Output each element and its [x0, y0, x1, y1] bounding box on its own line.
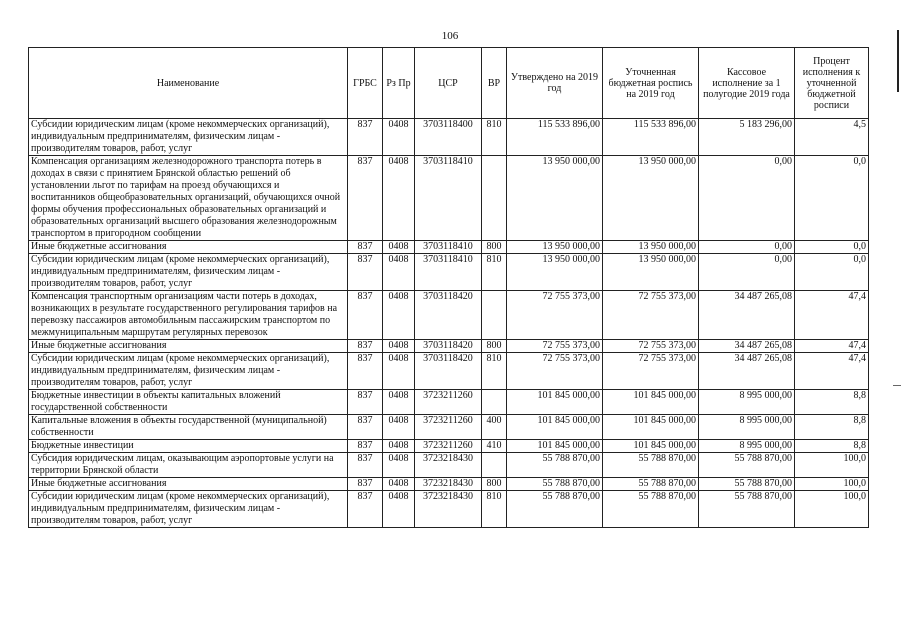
cell-csr: 3703118400: [415, 119, 482, 156]
cell-rzpr: 0408: [383, 478, 415, 491]
cell-name: Иные бюджетные ассигнования: [29, 478, 348, 491]
cell-csr: 3703118420: [415, 353, 482, 390]
cell-cash: 55 788 870,00: [699, 478, 795, 491]
cell-refined: 72 755 373,00: [603, 353, 699, 390]
cell-rzpr: 0408: [383, 415, 415, 440]
cell-rzpr: 0408: [383, 254, 415, 291]
header-cash: Кассовое исполнение за 1 полугодие 2019 года: [699, 48, 795, 119]
cell-vr: 810: [482, 491, 507, 528]
cell-cash: 55 788 870,00: [699, 453, 795, 478]
cell-cash: 55 788 870,00: [699, 491, 795, 528]
cell-cash: 0,00: [699, 156, 795, 241]
cell-refined: 55 788 870,00: [603, 478, 699, 491]
cell-vr: 800: [482, 340, 507, 353]
page-edge-mark: [897, 30, 899, 92]
cell-percent: 100,0: [795, 491, 869, 528]
cell-name: Субсидии юридическим лицам (кроме некоммерческих организаций), индивидуальным предпринимателям, физическим лицам - производителям товаров, работ, услуг: [29, 119, 348, 156]
cell-name: Субсидии юридическим лицам (кроме некоммерческих организаций), индивидуальным предпринимателям, физическим лицам - производителям товаров, работ, услуг: [29, 254, 348, 291]
cell-percent: 8,8: [795, 415, 869, 440]
table-row: [29, 254, 869, 291]
cell-vr: 810: [482, 119, 507, 156]
cell-name: Бюджетные инвестиции: [29, 440, 348, 453]
table-row: [29, 353, 869, 390]
cell-refined: 101 845 000,00: [603, 415, 699, 440]
cell-approved: 13 950 000,00: [507, 241, 603, 254]
cell-approved: 101 845 000,00: [507, 440, 603, 453]
cell-name: Иные бюджетные ассигнования: [29, 241, 348, 254]
cell-refined: 115 533 896,00: [603, 119, 699, 156]
cell-refined: 55 788 870,00: [603, 491, 699, 528]
cell-grbs: 837: [348, 491, 383, 528]
header-refined: Уточненная бюджетная роспись на 2019 год: [603, 48, 699, 119]
cell-approved: 72 755 373,00: [507, 340, 603, 353]
cell-name: Субсидии юридическим лицам (кроме некоммерческих организаций), индивидуальным предпринимателям, физическим лицам - производителям товаров, работ, услуг: [29, 353, 348, 390]
cell-name: Компенсация транспортным организациям части потерь в доходах, возникающих в результате государственного регулирования тарифов на перевозку пассажиров автомобильным пассажирским транспортом по межмуниципальным маршрутам регулярных перевозок: [29, 291, 348, 340]
cell-grbs: 837: [348, 390, 383, 415]
cell-name: Субсидии юридическим лицам (кроме некоммерческих организаций), индивидуальным предпринимателям, физическим лицам - производителям товаров, работ, услуг: [29, 491, 348, 528]
page-edge-tick: [893, 385, 901, 386]
cell-percent: 8,8: [795, 390, 869, 415]
cell-cash: 5 183 296,00: [699, 119, 795, 156]
cell-csr: 3723218430: [415, 478, 482, 491]
table-row: [29, 491, 869, 528]
header-name: Наименование: [29, 48, 348, 119]
cell-vr: [482, 453, 507, 478]
cell-percent: 4,5: [795, 119, 869, 156]
cell-csr: 3723211260: [415, 415, 482, 440]
cell-csr: 3723218430: [415, 491, 482, 528]
cell-cash: 34 487 265,08: [699, 340, 795, 353]
cell-approved: 101 845 000,00: [507, 390, 603, 415]
cell-percent: 0,0: [795, 254, 869, 291]
cell-refined: 72 755 373,00: [603, 291, 699, 340]
cell-percent: 100,0: [795, 478, 869, 491]
header-grbs: ГРБС: [348, 48, 383, 119]
cell-name: Бюджетные инвестиции в объекты капитальных вложений государственной собственности: [29, 390, 348, 415]
cell-grbs: 837: [348, 478, 383, 491]
cell-csr: 3703118410: [415, 156, 482, 241]
cell-percent: 0,0: [795, 156, 869, 241]
cell-grbs: 837: [348, 156, 383, 241]
cell-approved: 55 788 870,00: [507, 491, 603, 528]
table-body: [29, 119, 869, 528]
table-row: [29, 390, 869, 415]
table-row: [29, 440, 869, 453]
cell-name: Субсидия юридическим лицам, оказывающим аэропортовые услуги на территории Брянской области: [29, 453, 348, 478]
cell-percent: 47,4: [795, 340, 869, 353]
cell-refined: 101 845 000,00: [603, 390, 699, 415]
header-percent: Процент исполнения к уточненной бюджетной росписи: [795, 48, 869, 119]
cell-refined: 13 950 000,00: [603, 254, 699, 291]
cell-cash: 34 487 265,08: [699, 353, 795, 390]
cell-csr: 3703118420: [415, 291, 482, 340]
cell-percent: 47,4: [795, 353, 869, 390]
cell-name: Капитальные вложения в объекты государственной (муниципальной) собственности: [29, 415, 348, 440]
cell-vr: 410: [482, 440, 507, 453]
cell-grbs: 837: [348, 254, 383, 291]
cell-csr: 3723218430: [415, 453, 482, 478]
cell-cash: 8 995 000,00: [699, 440, 795, 453]
cell-rzpr: 0408: [383, 390, 415, 415]
cell-rzpr: 0408: [383, 241, 415, 254]
table-row: [29, 291, 869, 340]
cell-vr: 800: [482, 241, 507, 254]
header-rzpr: Рз Пр: [383, 48, 415, 119]
cell-grbs: 837: [348, 291, 383, 340]
cell-rzpr: 0408: [383, 353, 415, 390]
cell-csr: 3723211260: [415, 390, 482, 415]
table-row: [29, 415, 869, 440]
cell-cash: 34 487 265,08: [699, 291, 795, 340]
cell-percent: 47,4: [795, 291, 869, 340]
cell-approved: 72 755 373,00: [507, 353, 603, 390]
cell-approved: 101 845 000,00: [507, 415, 603, 440]
cell-grbs: 837: [348, 415, 383, 440]
header-approved: Утверждено на 2019 год: [507, 48, 603, 119]
cell-approved: 55 788 870,00: [507, 453, 603, 478]
cell-vr: [482, 156, 507, 241]
table-row: [29, 156, 869, 241]
cell-grbs: 837: [348, 353, 383, 390]
table-row: [29, 453, 869, 478]
cell-percent: 0,0: [795, 241, 869, 254]
cell-csr: 3703118410: [415, 254, 482, 291]
table-row: [29, 241, 869, 254]
cell-approved: 13 950 000,00: [507, 254, 603, 291]
cell-rzpr: 0408: [383, 453, 415, 478]
cell-grbs: 837: [348, 440, 383, 453]
cell-rzpr: 0408: [383, 119, 415, 156]
cell-approved: 55 788 870,00: [507, 478, 603, 491]
cell-cash: 0,00: [699, 241, 795, 254]
cell-cash: 8 995 000,00: [699, 390, 795, 415]
cell-csr: 3703118410: [415, 241, 482, 254]
header-csr: ЦСР: [415, 48, 482, 119]
cell-csr: 3703118420: [415, 340, 482, 353]
cell-rzpr: 0408: [383, 491, 415, 528]
cell-refined: 13 950 000,00: [603, 156, 699, 241]
cell-percent: 8,8: [795, 440, 869, 453]
cell-approved: 72 755 373,00: [507, 291, 603, 340]
cell-vr: 810: [482, 353, 507, 390]
cell-grbs: 837: [348, 119, 383, 156]
table-row: [29, 340, 869, 353]
cell-vr: [482, 291, 507, 340]
cell-approved: 115 533 896,00: [507, 119, 603, 156]
table-row: [29, 478, 869, 491]
cell-name: Иные бюджетные ассигнования: [29, 340, 348, 353]
cell-percent: 100,0: [795, 453, 869, 478]
cell-cash: 0,00: [699, 254, 795, 291]
cell-name: Компенсация организациям железнодорожного транспорта потерь в доходах в связи с принятием Брянской областью решений об установлении льгот по тарифам на проезд обучающихся и воспитанников общеобразовательных организаций, обучающихся очной формы обучения профессиональных образовательных организаций и образовательных организаций высшего образования железнодорожным транспортом в пригородном сообщении: [29, 156, 348, 241]
cell-approved: 13 950 000,00: [507, 156, 603, 241]
cell-rzpr: 0408: [383, 340, 415, 353]
cell-vr: 400: [482, 415, 507, 440]
cell-grbs: 837: [348, 340, 383, 353]
page-number: 106: [441, 30, 459, 42]
cell-rzpr: 0408: [383, 156, 415, 241]
cell-csr: 3723211260: [415, 440, 482, 453]
header-row: [29, 48, 869, 119]
cell-refined: 55 788 870,00: [603, 453, 699, 478]
cell-grbs: 837: [348, 241, 383, 254]
cell-cash: 8 995 000,00: [699, 415, 795, 440]
cell-rzpr: 0408: [383, 291, 415, 340]
cell-vr: 800: [482, 478, 507, 491]
cell-refined: 13 950 000,00: [603, 241, 699, 254]
cell-refined: 72 755 373,00: [603, 340, 699, 353]
cell-refined: 101 845 000,00: [603, 440, 699, 453]
table-row: [29, 119, 869, 156]
cell-rzpr: 0408: [383, 440, 415, 453]
cell-grbs: 837: [348, 453, 383, 478]
cell-vr: [482, 390, 507, 415]
cell-vr: 810: [482, 254, 507, 291]
budget-table: [28, 47, 869, 528]
header-vr: ВР: [482, 48, 507, 119]
